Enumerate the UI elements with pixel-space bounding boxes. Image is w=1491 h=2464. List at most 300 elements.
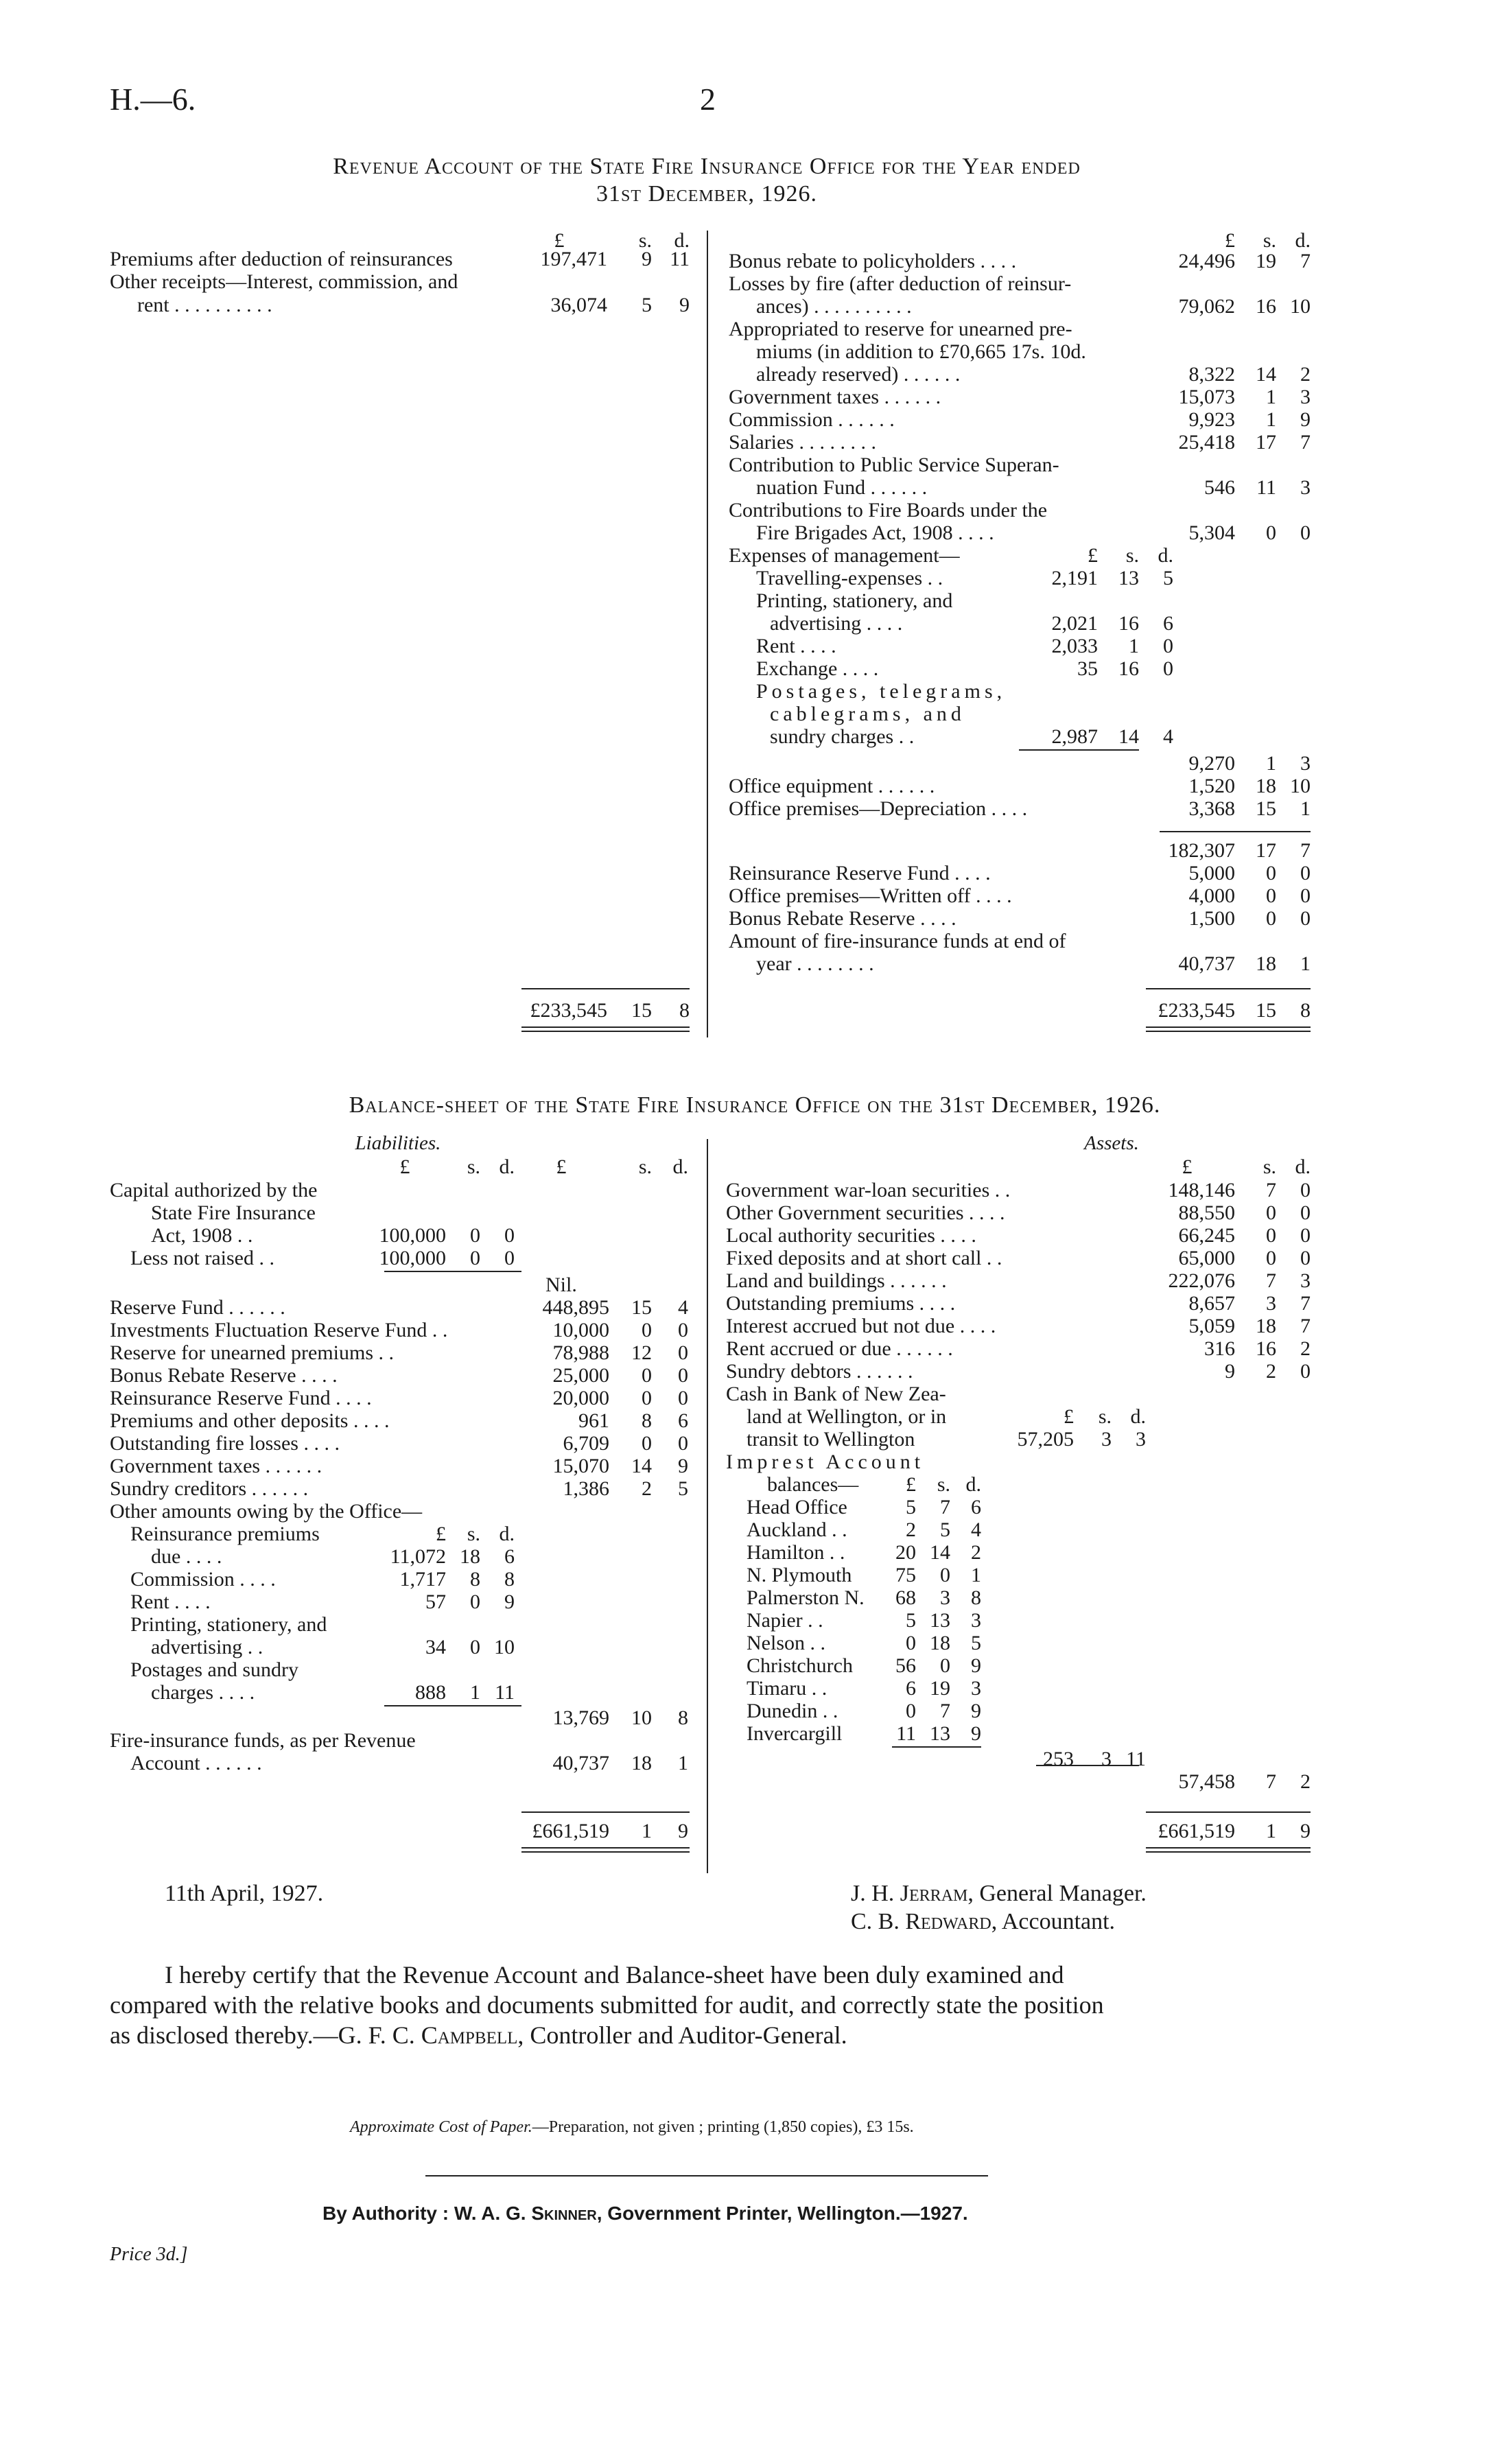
assets-header-shillings: s. xyxy=(1263,1155,1276,1178)
assets-row-shillings: 0 xyxy=(1266,1247,1276,1269)
assets-row-pounds: 316 xyxy=(1204,1337,1235,1360)
assets-row-shillings: 7 xyxy=(1266,1770,1276,1793)
assets-imprest-row-pounds: £ xyxy=(906,1473,916,1496)
expenditure-inner-row-pence: 4 xyxy=(1163,725,1173,748)
assets-imprest-row-pounds: 75 xyxy=(895,1564,916,1586)
expenditure-row-label: Printing, stationery, and xyxy=(756,589,953,612)
assets-row-label: Rent accrued or due . . . . . . xyxy=(726,1337,953,1360)
expenditure-row-shillings: 15 xyxy=(1256,797,1276,820)
liabilities-row-label: Investments Fluctuation Reserve Fund . . xyxy=(110,1319,448,1341)
assets-row-pence: 7 xyxy=(1300,1292,1311,1315)
liabilities-row-pence: 6 xyxy=(678,1409,688,1432)
receipts-header-pounds: £ xyxy=(554,229,565,252)
assets-row-label: land at Wellington, or in xyxy=(747,1405,947,1428)
certificate-line-2: compared with the relative books and documents submitted for audit, and correctly state the position xyxy=(110,1991,1104,2019)
expenditure-row-label: cablegrams, and xyxy=(770,703,965,725)
liabilities-row-pence: 9 xyxy=(678,1455,688,1477)
liabilities-inner-row-pounds: £ xyxy=(436,1523,446,1545)
assets-cash-row-pounds: 253 xyxy=(1043,1748,1074,1770)
assets-imprest-row-pence: 3 xyxy=(971,1677,981,1700)
assets-row-pence: 3 xyxy=(1300,1269,1311,1292)
liabilities-row-label: Premiums and other deposits . . . . xyxy=(110,1409,390,1432)
liabilities-header-pence: d. xyxy=(672,1155,688,1178)
expenditure-total-pounds: £233,545 xyxy=(1158,999,1235,1022)
assets-imprest-row-pence: 6 xyxy=(971,1496,981,1518)
expenditure-row-pounds: 4,000 xyxy=(1188,884,1235,907)
receipts-header-shillings: s. xyxy=(638,229,652,252)
authority-text: By Authority : W. A. G. xyxy=(322,2203,532,2224)
liabilities-inner-row-shillings: 18 xyxy=(460,1545,480,1568)
liabilities-row-label: Rent . . . . xyxy=(130,1591,211,1613)
expenditure-total-rule xyxy=(1146,988,1311,989)
assets-imprest-row-shillings: 7 xyxy=(940,1700,950,1722)
expenditure-header-pence: d. xyxy=(1295,229,1311,252)
assets-row-label: balances— xyxy=(767,1473,859,1496)
liabilities-inner-row-shillings: 1 xyxy=(470,1681,480,1704)
liabilities-row-label: charges . . . . xyxy=(151,1681,255,1704)
expenditure-row-label: Salaries . . . . . . . . xyxy=(729,431,876,454)
liabilities-total-pounds: £661,519 xyxy=(532,1820,609,1842)
liabilities-row-pounds: 1,386 xyxy=(563,1477,609,1500)
printer-details: , Government Printer, Wellington.—1927. xyxy=(596,2203,968,2224)
liabilities-row-shillings: 18 xyxy=(631,1752,652,1774)
liabilities-total-double-rule xyxy=(521,1847,690,1853)
assets-row-pounds: 9 xyxy=(1225,1360,1235,1383)
expenditure-inner-row-pounds: 35 xyxy=(1077,657,1098,680)
liabilities-inner-row-pounds: 11,072 xyxy=(390,1545,446,1568)
assets-row-label: Napier . . xyxy=(747,1609,823,1632)
liabilities-row-shillings: 12 xyxy=(631,1341,652,1364)
expenditure-inner-row-pence: 0 xyxy=(1163,635,1173,657)
assets-imprest-row-pounds: 5 xyxy=(906,1609,916,1632)
assets-imprest-row-pounds: 68 xyxy=(895,1586,916,1609)
expenditure-row-pence: 1 xyxy=(1300,952,1311,975)
receipts-row-shillings: 5 xyxy=(642,294,652,316)
liabilities-row-label: Commission . . . . xyxy=(130,1568,276,1591)
liabilities-inner-row-pence: 0 xyxy=(504,1247,515,1269)
expenditure-row-shillings: 17 xyxy=(1256,431,1276,454)
liabilities-total-pence: 9 xyxy=(678,1820,688,1842)
assets-row-label: Cash in Bank of New Zea- xyxy=(726,1383,946,1405)
expenditure-inner-row-shillings: s. xyxy=(1125,544,1139,567)
expenditure-row-shillings: 14 xyxy=(1256,363,1276,386)
expenditure-row-pounds: 9,923 xyxy=(1188,408,1235,431)
liabilities-row-label: Reinsurance Reserve Fund . . . . xyxy=(110,1387,372,1409)
liabilities-row-pence: 4 xyxy=(678,1296,688,1319)
assets-cash-row-shillings: s. xyxy=(1098,1405,1112,1428)
assets-imprest-row-pounds: 5 xyxy=(906,1496,916,1518)
expenditure-row-pence: 3 xyxy=(1300,386,1311,408)
assets-row-pence: 0 xyxy=(1300,1360,1311,1383)
liabilities-row-pounds: 961 xyxy=(578,1409,609,1432)
liabilities-row-nil: Nil. xyxy=(545,1274,577,1296)
liabilities-inner-row-shillings: 0 xyxy=(470,1247,480,1269)
expenditure-row-pence: 0 xyxy=(1300,521,1311,544)
auditor-role: , Controller and Auditor-General. xyxy=(517,2021,847,2049)
assets-row-shillings: 7 xyxy=(1266,1269,1276,1292)
expenditure-row-label: Rent . . . . xyxy=(756,635,836,657)
assets-imprest-row-shillings: 0 xyxy=(940,1564,950,1586)
assets-row-label: transit to Wellington xyxy=(747,1428,915,1451)
assets-row-pence: 0 xyxy=(1300,1201,1311,1224)
assets-row-pence: 0 xyxy=(1300,1179,1311,1201)
assets-imprest-row-pounds: 11 xyxy=(896,1722,916,1745)
assets-imprest-row-pence: 3 xyxy=(971,1609,981,1632)
assets-row-label: Dunedin . . xyxy=(747,1700,838,1722)
expenditure-row-shillings: 1 xyxy=(1266,386,1276,408)
receipts-total-rule xyxy=(521,988,690,989)
expenditure-inner-row-pounds: 2,021 xyxy=(1051,612,1098,635)
expenditure-inner-row-pence: 5 xyxy=(1163,567,1173,589)
expenditure-row-shillings: 18 xyxy=(1256,775,1276,797)
assets-row-pounds: 222,076 xyxy=(1168,1269,1235,1292)
signature-date: 11th April, 1927. xyxy=(165,1881,324,1906)
expenditure-row-pence: 10 xyxy=(1290,775,1311,797)
assets-imprest-row-pence: 4 xyxy=(971,1518,981,1541)
assets-row-pence: 0 xyxy=(1300,1224,1311,1247)
assets-cash-row-pence: 11 xyxy=(1126,1748,1146,1770)
liabilities-row-pence: 0 xyxy=(678,1341,688,1364)
liabilities-row-label: Postages and sundry xyxy=(130,1658,298,1681)
liabilities-row-pounds: 6,709 xyxy=(563,1432,609,1455)
liabilities-row-pence: 8 xyxy=(678,1706,688,1729)
liabilities-row-shillings: 0 xyxy=(642,1364,652,1387)
assets-row-label: Hamilton . . xyxy=(747,1541,845,1564)
auditor-name: Campbell xyxy=(421,2021,518,2049)
expenditure-row-label: Expenses of management— xyxy=(729,544,960,567)
liabilities-row-pounds: 10,000 xyxy=(552,1319,609,1341)
expenditure-total-pence: 8 xyxy=(1300,999,1311,1022)
expenditure-row-label: advertising . . . . xyxy=(770,612,903,635)
certificate-line-3 xyxy=(110,2023,847,2048)
expenditure-row-label: Office premises—Depreciation . . . . xyxy=(729,797,1028,820)
assets-imprest-row-pounds: 20 xyxy=(895,1541,916,1564)
expenditure-inner-row-shillings: 13 xyxy=(1118,567,1139,589)
liabilities-inner-row-shillings: 8 xyxy=(470,1568,480,1591)
receipts-header-pence: d. xyxy=(674,229,690,252)
assets-imprest-row-shillings: 18 xyxy=(930,1632,950,1654)
liabilities-header-pence-inner: d. xyxy=(499,1155,515,1178)
assets-total-rule xyxy=(1146,1811,1311,1813)
expenditure-row-pence: 0 xyxy=(1300,862,1311,884)
revenue-title-line2: 31st December, 1926. xyxy=(596,181,817,207)
assets-imprest-row-pence: 1 xyxy=(971,1564,981,1586)
assets-imprest-row-pounds: 0 xyxy=(906,1632,916,1654)
assets-cash-row-shillings: 3 xyxy=(1101,1748,1112,1770)
liabilities-inner-row-pence: d. xyxy=(499,1523,515,1545)
price-note: Price 3d.] xyxy=(110,2244,188,2265)
assets-imprest-row-pounds: 56 xyxy=(895,1654,916,1677)
revenue-title-line1: Revenue Account of the State Fire Insurance Office for the Year ended xyxy=(333,154,1081,179)
expenditure-row-pence: 7 xyxy=(1300,250,1311,272)
assets-imprest-row-pounds: 2 xyxy=(906,1518,916,1541)
liabilities-row-label: Reserve Fund . . . . . . xyxy=(110,1296,285,1319)
expenditure-row-label: already reserved) . . . . . . xyxy=(756,363,961,386)
imprest-subtotal-rule xyxy=(892,1746,981,1748)
certificate-text: as disclosed thereby.—G. F. C. xyxy=(110,2021,421,2049)
expenditure-row-pence: 0 xyxy=(1300,884,1311,907)
expenditure-row-pounds: 8,322 xyxy=(1188,363,1235,386)
receipts-row-label: Other receipts—Interest, commission, and xyxy=(110,270,458,293)
assets-header-pounds: £ xyxy=(1182,1155,1193,1178)
liabilities-row-label: Bonus Rebate Reserve . . . . xyxy=(110,1364,338,1387)
assets-row-pounds: 5,059 xyxy=(1188,1315,1235,1337)
assets-imprest-row-pence: 5 xyxy=(971,1632,981,1654)
liabilities-row-pounds: 13,769 xyxy=(552,1706,609,1729)
liabilities-row-shillings: 14 xyxy=(631,1455,652,1477)
expenditure-row-shillings: 0 xyxy=(1266,521,1276,544)
expenditure-inner-row-pence: d. xyxy=(1158,544,1173,567)
expenditure-row-shillings: 18 xyxy=(1256,952,1276,975)
assets-row-label: Local authority securities . . . . xyxy=(726,1224,976,1247)
receipts-row-label: rent . . . . . . . . . . xyxy=(137,294,272,316)
expenditure-row-shillings: 1 xyxy=(1266,408,1276,431)
expenditure-header-pounds: £ xyxy=(1225,229,1235,252)
printer-authority-line xyxy=(322,2204,968,2223)
expenditure-row-pence: 7 xyxy=(1300,431,1311,454)
assets-imprest-row-shillings: s. xyxy=(937,1473,950,1496)
liabilities-row-shillings: 15 xyxy=(631,1296,652,1319)
expenditure-inner-row-shillings: 16 xyxy=(1118,657,1139,680)
assets-row-shillings: 0 xyxy=(1266,1201,1276,1224)
expenditure-row-label: sundry charges . . xyxy=(770,725,915,748)
assets-row-pounds: 57,458 xyxy=(1178,1770,1235,1793)
liabilities-inner-row-pence: 8 xyxy=(504,1568,515,1591)
liabilities-row-shillings: 0 xyxy=(642,1319,652,1341)
assets-row-shillings: 18 xyxy=(1256,1315,1276,1337)
liabilities-total-shillings: 1 xyxy=(642,1820,652,1842)
assets-row-label: Christchurch xyxy=(747,1654,853,1677)
assets-cash-row-pounds: £ xyxy=(1064,1405,1074,1428)
expenditure-row-shillings: 0 xyxy=(1266,862,1276,884)
expenditure-row-pounds: 9,270 xyxy=(1188,752,1235,775)
expenditure-row-label: Travelling-expenses . . xyxy=(756,567,943,589)
expenditure-row-pounds: 3,368 xyxy=(1188,797,1235,820)
assets-row-label: Head Office xyxy=(747,1496,847,1518)
expenditure-row-pounds: 15,073 xyxy=(1178,386,1235,408)
expenditure-inner-row-pounds: 2,191 xyxy=(1051,567,1098,589)
assets-imprest-row-shillings: 13 xyxy=(930,1609,950,1632)
expenditure-row-pounds: 1,520 xyxy=(1188,775,1235,797)
cost-of-paper-label: Approximate Cost of Paper. xyxy=(350,2118,532,2136)
balance-column-divider xyxy=(707,1139,708,1873)
liabilities-row-pounds: 15,070 xyxy=(552,1455,609,1477)
liabilities-heading: Liabilities. xyxy=(355,1132,441,1154)
assets-imprest-row-shillings: 5 xyxy=(940,1518,950,1541)
receipts-row-shillings: 9 xyxy=(642,248,652,270)
receipts-row-pence: 9 xyxy=(679,294,690,316)
expenditure-inner-row-pounds: £ xyxy=(1088,544,1098,567)
expenditure-inner-row-shillings: 16 xyxy=(1118,612,1139,635)
general-manager-role: , General Manager. xyxy=(967,1881,1147,1906)
expenditure-inner-row-shillings: 1 xyxy=(1129,635,1139,657)
assets-row-pounds: 8,657 xyxy=(1188,1292,1235,1315)
assets-row-pence: 2 xyxy=(1300,1337,1311,1360)
assets-row-label: N. Plymouth xyxy=(747,1564,852,1586)
assets-row-label: Outstanding premiums . . . . xyxy=(726,1292,956,1315)
liabilities-row-pounds: 448,895 xyxy=(542,1296,609,1319)
liabilities-row-label: Less not raised . . xyxy=(130,1247,274,1269)
liabilities-inner-row-pence: 9 xyxy=(504,1591,515,1613)
capital-subtotal-rule xyxy=(384,1271,521,1272)
liabilities-inner-row-pence: 11 xyxy=(495,1681,515,1704)
expenditure-row-label: ances) . . . . . . . . . . xyxy=(756,295,912,318)
liabilities-row-pence: 0 xyxy=(678,1387,688,1409)
expenditure-row-pounds: 40,737 xyxy=(1178,952,1235,975)
receipts-row-pence: 11 xyxy=(670,248,690,270)
liabilities-header-shillings: s. xyxy=(638,1155,652,1178)
expenditure-row-pence: 7 xyxy=(1300,839,1311,862)
liabilities-row-label: due . . . . xyxy=(151,1545,222,1568)
liabilities-inner-row-pounds: 1,717 xyxy=(399,1568,446,1591)
assets-row-label: Timaru . . xyxy=(747,1677,827,1700)
liabilities-header-shillings-inner: s. xyxy=(467,1155,480,1178)
expenses-subtotal-rule xyxy=(1019,749,1139,751)
assets-total-pounds: £661,519 xyxy=(1158,1820,1235,1842)
assets-row-pounds: 88,550 xyxy=(1178,1201,1235,1224)
expenditure-row-pounds: 25,418 xyxy=(1178,431,1235,454)
expenditure-row-label: Bonus Rebate Reserve . . . . xyxy=(729,907,956,930)
expenditure-row-label: Commission . . . . . . xyxy=(729,408,895,431)
assets-row-shillings: 7 xyxy=(1266,1179,1276,1201)
liabilities-inner-row-pence: 10 xyxy=(494,1636,515,1658)
assets-imprest-row-pence: 2 xyxy=(971,1541,981,1564)
liabilities-row-pounds: 40,737 xyxy=(552,1752,609,1774)
liabilities-inner-row-pence: 6 xyxy=(504,1545,515,1568)
expenditure-row-pounds: 5,000 xyxy=(1188,862,1235,884)
assets-row-shillings: 0 xyxy=(1266,1224,1276,1247)
assets-row-label: Invercargill xyxy=(747,1722,843,1745)
expenditure-row-pence: 0 xyxy=(1300,907,1311,930)
liabilities-row-label: State Fire Insurance xyxy=(151,1201,316,1224)
assets-total-shillings: 1 xyxy=(1266,1820,1276,1842)
assets-imprest-row-shillings: 7 xyxy=(940,1496,950,1518)
assets-cash-row-pounds: 57,205 xyxy=(1017,1428,1074,1451)
expenditure-row-pence: 3 xyxy=(1300,476,1311,499)
liabilities-row-pence: 0 xyxy=(678,1364,688,1387)
liabilities-header-pounds: £ xyxy=(556,1155,567,1178)
document-code: H.—6. xyxy=(110,82,196,117)
liabilities-row-pounds: 20,000 xyxy=(552,1387,609,1409)
liabilities-row-pence: 0 xyxy=(678,1432,688,1455)
expenditure-row-pence: 10 xyxy=(1290,295,1311,318)
expenditure-row-shillings: 0 xyxy=(1266,884,1276,907)
revenue-column-divider xyxy=(707,231,708,1037)
cost-of-paper-text: —Preparation, not given ; printing (1,850 copies), £3 15s. xyxy=(532,2118,914,2136)
receipts-total-pence: 8 xyxy=(679,999,690,1022)
assets-row-pounds: 66,245 xyxy=(1178,1224,1235,1247)
liabilities-row-label: Other amounts owing by the Office— xyxy=(110,1500,423,1523)
liabilities-row-label: Capital authorized by the xyxy=(110,1179,318,1201)
liabilities-inner-row-pence: 0 xyxy=(504,1224,515,1247)
assets-row-label: Other Government securities . . . . xyxy=(726,1201,1005,1224)
expenditure-row-pounds: 182,307 xyxy=(1168,839,1235,862)
assets-row-shillings: 2 xyxy=(1266,1360,1276,1383)
assets-row-label: Imprest Account xyxy=(726,1451,925,1473)
receipts-row-pounds: 197,471 xyxy=(540,248,607,270)
liabilities-inner-row-shillings: s. xyxy=(467,1523,480,1545)
expenditure-row-pence: 2 xyxy=(1300,363,1311,386)
assets-total-double-rule xyxy=(1146,1847,1311,1853)
expenditure-row-pounds: 5,304 xyxy=(1188,521,1235,544)
expenditure-row-pence: 9 xyxy=(1300,408,1311,431)
liabilities-row-pounds: 78,988 xyxy=(552,1341,609,1364)
expenditure-subtotal-rule xyxy=(1160,831,1311,832)
assets-row-label: Fixed deposits and at short call . . xyxy=(726,1247,1002,1269)
liabilities-inner-row-pounds: 100,000 xyxy=(379,1247,446,1269)
cash-subtotal-rule xyxy=(1036,1765,1139,1766)
expenditure-total-double-rule xyxy=(1146,1026,1311,1032)
assets-heading: Assets. xyxy=(1084,1132,1139,1154)
expenditure-row-label: Fire Brigades Act, 1908 . . . . xyxy=(756,521,994,544)
assets-imprest-row-shillings: 3 xyxy=(940,1586,950,1609)
liabilities-row-label: Fire-insurance funds, as per Revenue xyxy=(110,1729,416,1752)
assets-cash-row-shillings: 3 xyxy=(1101,1428,1112,1451)
balance-sheet-title: Balance-sheet of the State Fire Insurance Office on the 31st December, 1926. xyxy=(349,1092,1161,1118)
expenditure-row-shillings: 0 xyxy=(1266,907,1276,930)
expenditure-row-shillings: 11 xyxy=(1256,476,1276,499)
assets-row-shillings: 16 xyxy=(1256,1337,1276,1360)
liabilities-row-pence: 1 xyxy=(678,1752,688,1774)
receipts-total-double-rule xyxy=(521,1026,690,1032)
assets-cash-row-pence: d. xyxy=(1130,1405,1146,1428)
assets-row-pence: 7 xyxy=(1300,1315,1311,1337)
assets-row-label: Palmerston N. xyxy=(747,1586,865,1609)
liabilities-row-shillings: 2 xyxy=(642,1477,652,1500)
liabilities-row-shillings: 0 xyxy=(642,1387,652,1409)
expenditure-row-pence: 1 xyxy=(1300,797,1311,820)
expenditure-row-label: Office equipment . . . . . . xyxy=(729,775,935,797)
expenditure-inner-row-pounds: 2,987 xyxy=(1051,725,1098,748)
liabilities-inner-row-shillings: 0 xyxy=(470,1224,480,1247)
assets-imprest-row-shillings: 19 xyxy=(930,1677,950,1700)
assets-imprest-row-pence: 9 xyxy=(971,1654,981,1677)
expenditure-inner-row-pence: 6 xyxy=(1163,612,1173,635)
expenditure-row-label: Losses by fire (after deduction of reinsur- xyxy=(729,272,1072,295)
liabilities-row-shillings: 0 xyxy=(642,1432,652,1455)
expenditure-row-pence: 3 xyxy=(1300,752,1311,775)
assets-imprest-row-shillings: 13 xyxy=(930,1722,950,1745)
liabilities-row-label: Outstanding fire losses . . . . xyxy=(110,1432,340,1455)
expenditure-row-label: miums (in addition to £70,665 17s. 10d. xyxy=(756,340,1086,363)
liabilities-row-label: advertising . . xyxy=(151,1636,263,1658)
liabilities-inner-row-pounds: 100,000 xyxy=(379,1224,446,1247)
other-amounts-subtotal-rule xyxy=(384,1705,521,1706)
assets-row-label: Auckland . . xyxy=(747,1518,847,1541)
liabilities-row-label: Government taxes . . . . . . xyxy=(110,1455,322,1477)
certificate-line-1: I hereby certify that the Revenue Account and Balance-sheet have been duly examined and xyxy=(165,1961,1064,1988)
assets-imprest-row-pence: 8 xyxy=(971,1586,981,1609)
expenditure-row-pounds: 546 xyxy=(1204,476,1235,499)
liabilities-inner-row-shillings: 0 xyxy=(470,1636,480,1658)
liabilities-row-label: Reinsurance premiums xyxy=(130,1523,320,1545)
liabilities-inner-row-shillings: 0 xyxy=(470,1591,480,1613)
assets-imprest-row-pence: 9 xyxy=(971,1722,981,1745)
authority-rule xyxy=(425,2175,988,2176)
accountant-role: , Accountant. xyxy=(991,1909,1116,1934)
assets-header-pence: d. xyxy=(1295,1155,1311,1178)
liabilities-row-label: Reserve for unearned premiums . . xyxy=(110,1341,395,1364)
printer-name: Skinner xyxy=(531,2203,597,2224)
liabilities-header-pounds-inner: £ xyxy=(399,1155,410,1178)
liabilities-row-label: Printing, stationery, and xyxy=(130,1613,327,1636)
assets-row-label: Nelson . . xyxy=(747,1632,825,1654)
expenditure-row-shillings: 1 xyxy=(1266,752,1276,775)
expenditure-row-shillings: 17 xyxy=(1256,839,1276,862)
receipts-total-shillings: 15 xyxy=(631,999,652,1022)
signature-general-manager xyxy=(851,1882,1147,1905)
assets-imprest-row-shillings: 0 xyxy=(940,1654,950,1677)
